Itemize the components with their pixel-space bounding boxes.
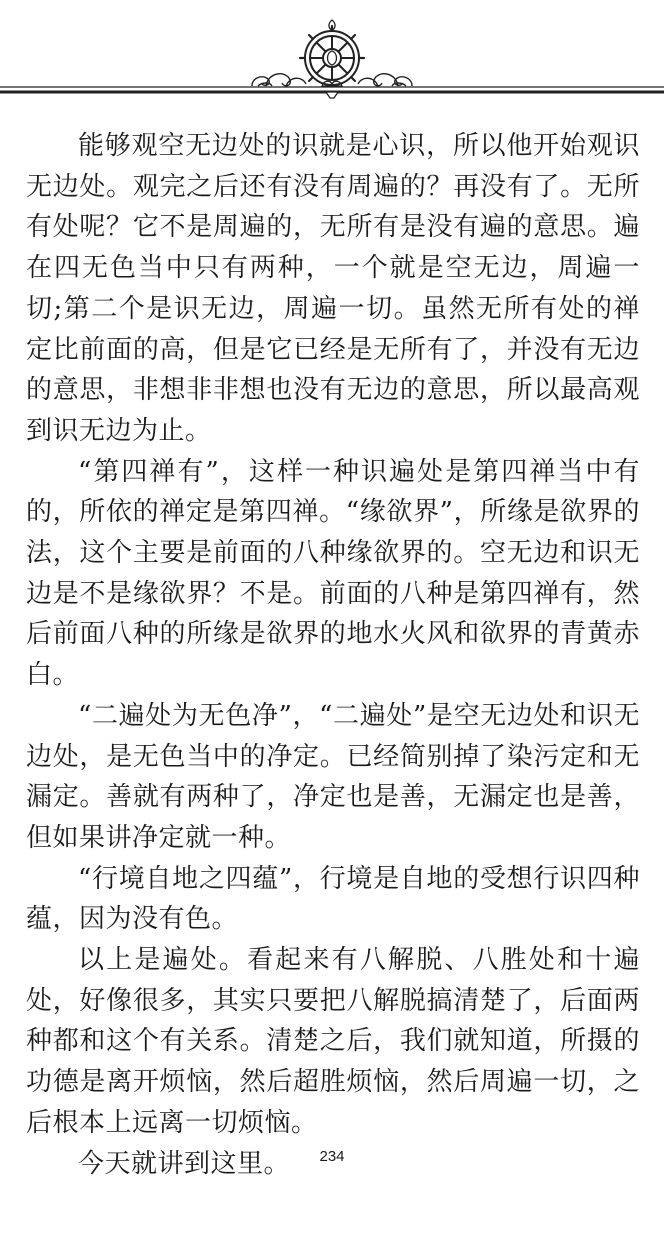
paragraph-1: 能够观空无边处的识就是心识，所以他开始观识无边处。观完之后还有没有周遍的？再没有了。无所有处呢？它不是周遍的，无所有是没有遍的意思。遍在四无色当中只有两种，一个就是空无边，周遍一切;第二个是识无边，周遍一切。虽然无所有处的禅定比前面的高，但是它已经是无所有了，并没有无边的意思，非想非非想也没有无边的意思，所以最高观到识无边为止。 [26,131,640,446]
paragraph-6: 今天就讲到这里。 [78,1148,291,1179]
left-cloud-icon [252,74,306,86]
page-number: 234 [319,1148,345,1165]
paragraph-4: “行境自地之四蕴”，行境是自地的受想行识四种蕴，因为没有色。 [26,863,640,935]
main-text [26,126,640,1184]
header-ornament [0,0,664,110]
right-cloud-icon [358,74,412,86]
paragraph-3: “二遍处为无色净”，“二遍处”是空无边处和识无边处，是无色当中的净定。已经简别掉了染污定和无漏定。善就有两种了，净定也是善，无漏定也是善，但如果讲净定就一种。 [26,700,640,853]
paragraph-2: “第四禅有”，这样一种识遍处是第四禅当中有的，所依的禅定是第四禅。“缘欲界”，所缘是欲界的法，这个主要是前面的八种缘欲界的。空无边和识无边是不是缘欲界？不是。前面的八种是第四禅有，然后前面八种的所缘是欲界的地水火风和欲界的青黄赤白。 [26,456,640,691]
dharma-wheel-icon [300,20,364,98]
page-header [0,0,664,110]
paragraph-5: 以上是遍处。看起来有八解脱、八胜处和十遍处，好像很多，其实只要把八解脱搞清楚了，后面两种都和这个有关系。清楚之后，我们就知道，所摄的功德是离开烦恼，然后超胜烦恼，然后周遍一切，之后根本上远离一切烦恼。 [26,945,640,1138]
